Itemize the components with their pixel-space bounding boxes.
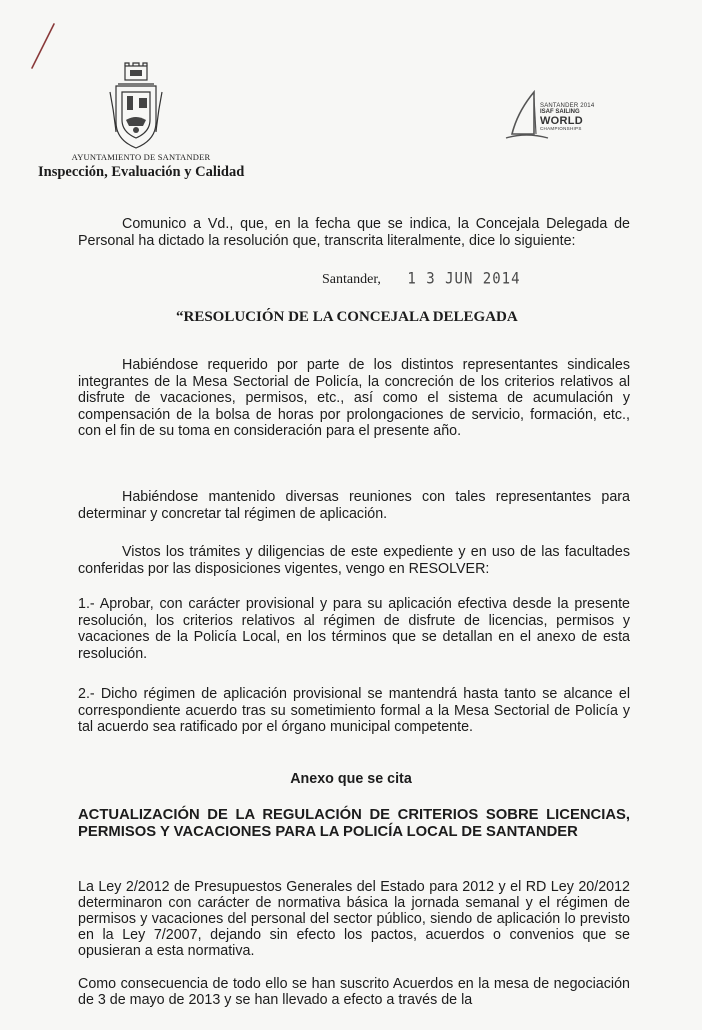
handwritten-slash-mark [28,22,58,72]
annex-heading: Anexo que se cita [290,771,412,787]
resolution-point-1: 1.- Aprobar, con carácter provisional y para su aplicación efectiva desde la presente resolución, los criterios relativos al régimen de disfrute de licencias, permisos y vacaciones de la Policía Local, en los términos que se detallan en el anexo de esta resolución. [78,596,630,662]
organization-name: AYUNTAMIENTO DE SANTANDER [71,152,211,162]
paragraph-meetings: Habiéndose mantenido diversas reuniones con tales representantes para determinar y concretar tal régimen de aplicación. [78,489,630,522]
paragraph-requirement: Habiéndose requerido por parte de los distintos representantes sindicales integrantes de la Mesa Sectorial de Policía, la concreción de los criterios relativos al disfrute de vacaciones, permisos, etc., así como el sistema de acumulación y compensación de la bolsa de horas por prolongaciones de servicio, formación, etc., con el fin de su toma en consideración para el presente año. [78,357,630,440]
paragraph-resolve: Vistos los trámites y diligencias de este expediente y en uso de las facultades conferidas por las disposiciones vigentes, vengo en RESOLVER: [78,544,630,577]
annex-paragraph-1: La Ley 2/2012 de Presupuestos Generales del Estado para 2012 y el RD Ley 20/2012 determinaron con carácter de normativa básica la jornada semanal y el régimen de permisos y vacaciones del personal del sector público, siendo de aplicación lo previsto en la Ley 7/2007, dejando sin efecto los pactos, acuerdos o convenios que se opusieran a esta normativa. [78,879,630,960]
resolution-title: “RESOLUCIÓN DE LA CONCEJALA DELEGADA [176,309,518,325]
santander-coat-of-arms-icon [108,62,164,152]
date-line [322,270,521,288]
intro-paragraph: Comunico a Vd., que, en la fecha que se indica, la Concejala Delegada de Personal ha dictado la resolución que, transcrita literalmente, dice lo siguiente: [78,216,630,249]
logo-line-2: ISAF SAILING [540,109,580,116]
sailing-championship-logo-text [540,103,594,132]
logo-line-4: CHAMPIONSHIPS [540,125,582,131]
date-stamp: 1 3 JUN 2014 [407,269,521,289]
department-name: Inspección, Evaluación y Calidad [38,164,245,180]
date-place: Santander, [322,272,381,287]
logo-line-1: SANTANDER 2014 [540,103,595,109]
logo-line-3: WORLD [540,114,584,127]
resolution-point-2: 2.- Dicho régimen de aplicación provisional se mantendrá hasta tanto se alcance el correspondiente acuerdo tras su sometimiento formal a la Mesa Sectorial de Policía y tal acuerdo sea ratificado por el órgano municipal competente. [78,686,630,736]
annex-title: ACTUALIZACIÓN DE LA REGULACIÓN DE CRITERIOS SOBRE LICENCIAS, PERMISOS Y VACACIONES PARA LA POLICÍA LOCAL DE SANTANDER [78,807,630,840]
annex-paragraph-2: Como consecuencia de todo ello se han suscrito Acuerdos en la mesa de negociación de 3 de mayo de 2013 y se han llevado a efecto a través de la [78,976,630,1009]
